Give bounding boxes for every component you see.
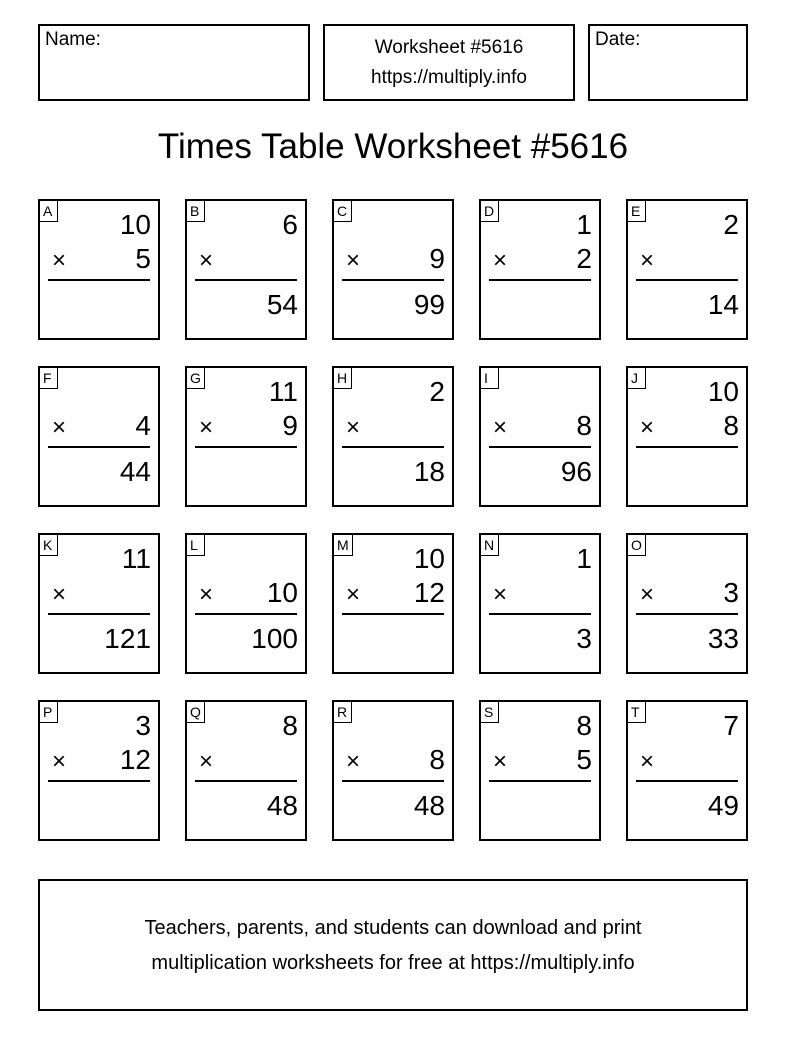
problem-bottom-number: 5 [135,243,151,274]
answer-rule [342,446,444,448]
problem-answer: 100 [251,623,298,654]
times-symbol: × [640,414,655,441]
footer-line-2: multiplication worksheets for free at https://multiply.info [151,952,635,974]
problem-top-number: 10 [707,376,739,407]
answer-rule [636,780,738,782]
problem-box [626,700,748,841]
problem-letter: N [480,534,499,556]
problem-box [332,700,454,841]
times-symbol: × [640,748,655,775]
answer-rule [195,279,297,281]
problem-box [38,366,160,507]
answer-rule [636,446,738,448]
problem-letter: R [333,701,352,723]
times-symbol: × [199,581,214,608]
problem-box [479,533,601,674]
problem-bottom-number: 12 [119,744,151,775]
problem-box [38,533,160,674]
problem-box [479,366,601,507]
problem-top-number: 3 [135,710,151,741]
problem-bottom-number: 12 [413,577,445,608]
problem-box [185,199,307,340]
problem-letter: L [186,534,205,556]
problem-top-number: 10 [119,209,151,240]
times-symbol: × [493,414,508,441]
problem-letter: K [39,534,58,556]
problem-box [626,199,748,340]
problem-letter: P [39,701,58,723]
times-symbol: × [493,247,508,274]
problem-box [626,533,748,674]
answer-rule [342,279,444,281]
problem-box [38,199,160,340]
times-symbol: × [52,247,67,274]
problem-bottom-number: 8 [429,744,445,775]
problem-letter: J [627,367,646,389]
times-symbol: × [493,748,508,775]
footer-box [38,879,748,1011]
times-symbol: × [52,414,67,441]
answer-rule [48,780,150,782]
answer-rule [489,446,591,448]
times-symbol: × [346,414,361,441]
footer-line-1: Teachers, parents, and students can download and print [144,917,642,939]
problem-bottom-number: 3 [723,577,739,608]
times-symbol: × [640,581,655,608]
answer-rule [195,613,297,615]
problem-letter: C [333,200,352,222]
problem-answer: 121 [104,623,151,654]
answer-rule [195,446,297,448]
problem-top-number: 11 [268,376,298,407]
problem-bottom-number: 8 [576,410,592,441]
problem-box [332,533,454,674]
problem-box [479,199,601,340]
problem-top-number: 1 [576,209,592,240]
answer-rule [489,613,591,615]
problem-top-number: 10 [413,543,445,574]
problem-box [332,366,454,507]
problem-top-number: 7 [723,710,739,741]
name-label: Name: [45,29,101,50]
problem-box [38,700,160,841]
times-symbol: × [199,247,214,274]
problem-box [332,199,454,340]
answer-rule [636,613,738,615]
problem-answer: 14 [707,289,739,320]
answer-rule [48,613,150,615]
problem-letter: T [627,701,646,723]
problem-answer: 48 [266,790,298,821]
problem-answer: 49 [707,790,739,821]
times-symbol: × [640,247,655,274]
times-symbol: × [346,748,361,775]
answer-rule [48,446,150,448]
problem-letter: H [333,367,352,389]
problem-top-number: 1 [576,543,592,574]
problem-top-number: 6 [282,209,298,240]
answer-rule [636,279,738,281]
answer-rule [48,279,150,281]
problem-letter: F [39,367,58,389]
problem-box [185,533,307,674]
times-symbol: × [199,414,214,441]
problem-letter: A [39,200,58,222]
times-symbol: × [346,581,361,608]
problem-letter: M [333,534,353,556]
problem-box [185,366,307,507]
problem-top-number: 2 [723,209,739,240]
answer-rule [489,780,591,782]
problem-answer: 99 [413,289,445,320]
problem-bottom-number: 9 [429,243,445,274]
problem-letter: G [186,367,205,389]
times-symbol: × [52,581,67,608]
problem-answer: 44 [119,456,151,487]
problem-top-number: 8 [282,710,298,741]
times-symbol: × [52,748,67,775]
problem-box [185,700,307,841]
answer-rule [489,279,591,281]
problem-bottom-number: 4 [135,410,151,441]
answer-rule [195,780,297,782]
problem-top-number: 11 [121,543,151,574]
problem-letter: D [480,200,499,222]
times-symbol: × [199,748,214,775]
answer-rule [342,780,444,782]
problem-bottom-number: 10 [266,577,298,608]
times-symbol: × [493,581,508,608]
date-label: Date: [595,29,641,50]
problem-answer: 96 [560,456,592,487]
problem-bottom-number: 9 [282,410,298,441]
problem-letter: S [480,701,499,723]
worksheet-number: Worksheet #5616 [374,37,524,58]
problem-letter: Q [186,701,205,723]
problem-bottom-number: 8 [723,410,739,441]
problem-answer: 54 [266,289,298,320]
problem-bottom-number: 5 [576,744,592,775]
problem-bottom-number: 2 [576,243,592,274]
problem-answer: 18 [413,456,445,487]
problem-letter: O [627,534,646,556]
answer-rule [342,613,444,615]
problem-box [626,366,748,507]
times-symbol: × [346,247,361,274]
problem-box [479,700,601,841]
problem-answer: 3 [576,623,592,654]
page-title: Times Table Worksheet #5616 [157,127,629,166]
problem-answer: 48 [413,790,445,821]
problem-top-number: 8 [576,710,592,741]
problem-letter: E [627,200,646,222]
worksheet-url: https://multiply.info [371,67,527,88]
problem-letter: B [186,200,205,222]
problem-letter: I [480,367,499,389]
problem-top-number: 2 [429,376,445,407]
problem-answer: 33 [707,623,739,654]
